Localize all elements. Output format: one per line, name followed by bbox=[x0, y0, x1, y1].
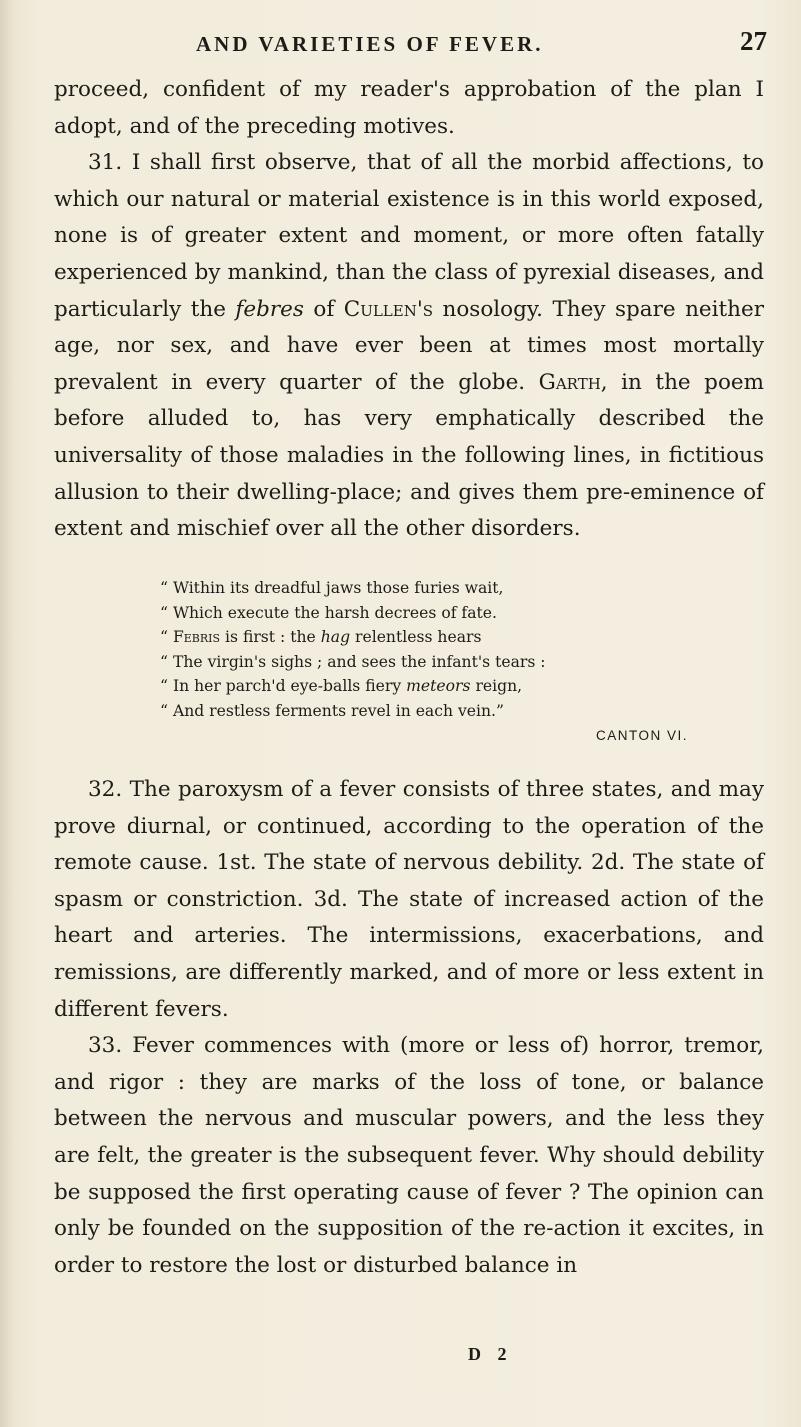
paragraph-31: 31. I shall first observe, that of all the morbid affections, to which our natural or material existence is in this world exposed, none is of greater extent and moment, or more often fatally experienced by mankind, than the class of pyrexial diseases, and particularly the febres of Cullen's nosology. They spare neither age, nor sex, and have ever been at times most mortally prevalent in every quarter of the globe. Garth, in the poem before alluded to, has very emphatically described the universality of those maladies in the following lines, in fictitious allusion to their dwelling-place; and gives them pre-eminence of extent and mischief over all the other disorders. bbox=[54, 150, 764, 542]
body-text-upper bbox=[54, 72, 764, 548]
verse-line: “ Which execute the harsh decrees of fate. bbox=[160, 603, 497, 622]
page-number: 27 bbox=[740, 26, 767, 56]
verse-line: “ In her parch'd eye-balls fiery meteors reign, bbox=[160, 677, 523, 695]
verse-line: “ The virgin's sighs ; and sees the infant's tears : bbox=[160, 652, 546, 671]
verse-line: “ And restless ferments revel in each vein.” bbox=[160, 701, 504, 720]
garth-name: Garth, bbox=[538, 369, 608, 395]
verse-quotation bbox=[160, 576, 700, 749]
running-head bbox=[0, 22, 801, 62]
febres-italic: febres bbox=[235, 296, 304, 322]
body-text-lower bbox=[54, 772, 764, 1284]
paragraph-30-end: proceed, confident of my reader's approbation of the plan I adopt, and of the preceding motives. bbox=[54, 77, 764, 139]
verse-line: “ Febris is first : the hag relentless hears bbox=[160, 628, 482, 646]
signature-mark: D 2 bbox=[468, 1344, 513, 1364]
paragraph-33: 33. Fever commences with (more or less of) horror, tremor, and rigor : they are marks of the loss of tone, or balance between the nervous and muscular powers, and the less they are felt, the greater is the subsequent fever. Why should debility be supposed the first operating cause of fever ? The opinion can only be founded on the supposition of the re-action it excites, in order to restore the lost or disturbed balance in bbox=[54, 1033, 764, 1278]
verse-source: CANTON VI. bbox=[595, 728, 688, 743]
paragraph-32: 32. The paroxysm of a fever consists of three states, and may prove diurnal, or continued, according to the operation of the remote cause. 1st. The state of nervous debility. 2d. The state of spasm or constriction. 3d. The state of increased action of the heart and arteries. The intermissions, exacerbations, and remissions, are differently marked, and of more or less extent in different fevers. bbox=[54, 777, 764, 1022]
cullen-name: Cullen's bbox=[343, 296, 434, 322]
running-title: AND VARIETIES OF FEVER. bbox=[196, 32, 544, 56]
verse-line: “ Within its dreadful jaws those furies wait, bbox=[160, 579, 504, 597]
